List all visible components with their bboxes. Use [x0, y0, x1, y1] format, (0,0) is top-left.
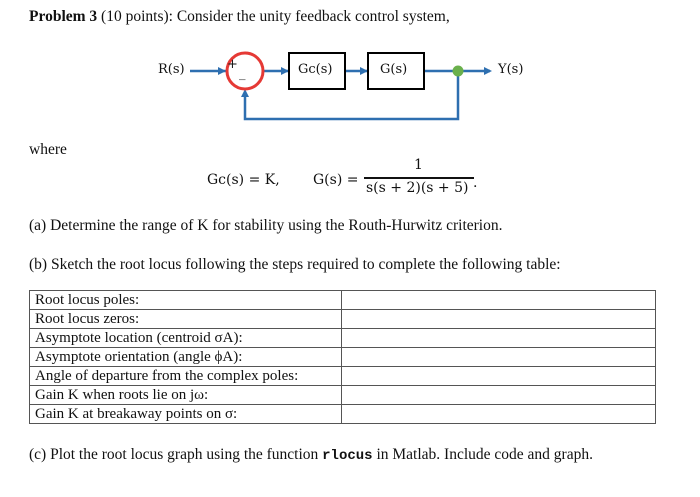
table-row	[30, 348, 656, 367]
table-row	[30, 405, 656, 424]
gc-block-label: Gc(s)	[298, 62, 333, 77]
gc-equation: Gc(s) = K,	[207, 172, 280, 188]
takeoff-point	[453, 66, 464, 77]
minus-sign: _	[239, 66, 246, 81]
problem-intro: (10 points): Consider the unity feedback control system,	[97, 8, 450, 25]
row-label: Root locus zeros:	[30, 310, 342, 329]
part-b: (b) Sketch the root locus following the steps required to complete the following table:	[29, 256, 561, 273]
row-value	[342, 310, 656, 329]
row-label: Root locus poles:	[30, 291, 342, 310]
where-label: where	[29, 141, 67, 158]
fraction-denominator: s(s + 2)(s + 5)	[366, 180, 469, 196]
part-c	[29, 446, 593, 464]
output-label: Y(s)	[498, 62, 524, 77]
input-arrow	[218, 67, 226, 75]
table-row	[30, 310, 656, 329]
equation-period: .	[473, 175, 478, 191]
table-row	[30, 291, 656, 310]
row-value	[342, 291, 656, 310]
rlocus-code: rlocus	[322, 448, 373, 464]
block-diagram	[0, 0, 700, 140]
input-label: R(s)	[158, 62, 185, 77]
feedback-line	[245, 71, 458, 119]
root-locus-table	[29, 290, 656, 424]
summer-to-gc-arrow	[281, 67, 289, 75]
output-arrow	[484, 67, 492, 75]
table-row	[30, 386, 656, 405]
fraction-bar	[364, 177, 474, 179]
row-value	[342, 329, 656, 348]
problem-number: Problem 3	[29, 8, 98, 25]
row-value	[342, 386, 656, 405]
row-value	[342, 405, 656, 424]
plus-sign: +	[227, 57, 238, 72]
part-a: (a) Determine the range of K for stability using the Routh-Hurwitz criterion.	[29, 217, 503, 234]
row-label: Asymptote orientation (angle ϕA):	[30, 348, 342, 367]
row-label: Gain K at breakaway points on σ:	[30, 405, 342, 424]
part-c-text-before: (c) Plot the root locus graph using the function	[29, 446, 323, 463]
row-label: Gain K when roots lie on jω:	[30, 386, 342, 405]
fraction-numerator: 1	[414, 157, 423, 173]
row-label: Asymptote location (centroid σA):	[30, 329, 342, 348]
table-row	[30, 367, 656, 386]
table-row	[30, 329, 656, 348]
part-c-text-after: in Matlab. Include code and graph.	[372, 446, 593, 463]
gc-to-g-arrow	[360, 67, 368, 75]
row-value	[342, 367, 656, 386]
row-value	[342, 348, 656, 367]
g-equation-lhs: G(s) =	[313, 172, 359, 188]
row-label: Angle of departure from the complex poles:	[30, 367, 342, 386]
g-block-label: G(s)	[380, 62, 408, 77]
